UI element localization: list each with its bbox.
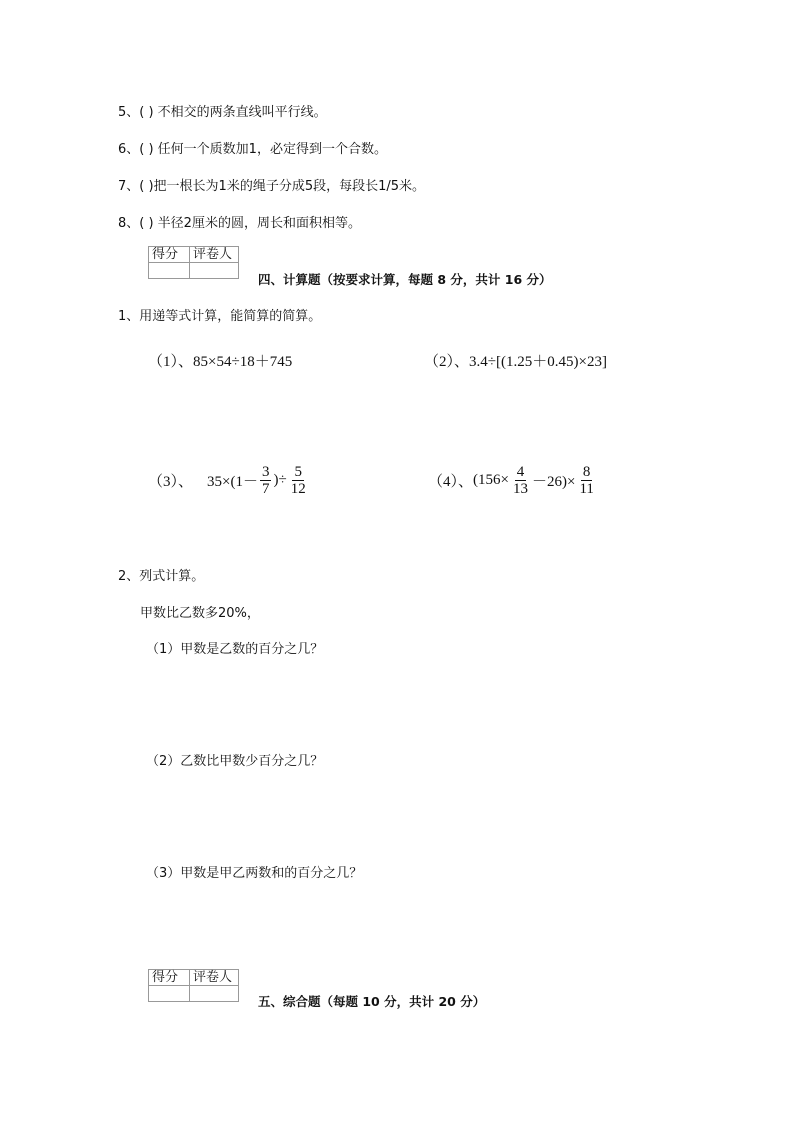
q2-intro: 甲数比乙数多20%， (140, 606, 260, 621)
q1-part-2 (424, 350, 607, 371)
math-expr: 85×54÷18＋745 (193, 354, 293, 370)
grader-cell (190, 263, 239, 279)
tf-item-6: 6、( ) 任何一个质数加1，必定得到一个合数。 (118, 142, 387, 157)
section-5-title: 五、综合题（每题 10 分，共计 20 分） (258, 994, 486, 1009)
section-4-title: 四、计算题（按要求计算，每题 8 分，共计 16 分） (258, 272, 552, 287)
numerator: 8 (582, 464, 591, 480)
tf-item-5: 5、( ) 不相交的两条直线叫平行线。 (118, 105, 327, 120)
part-label: （3）、 (148, 474, 194, 490)
score-cell (149, 986, 190, 1002)
part-label: （2）、 (424, 354, 470, 370)
numerator: 5 (294, 464, 302, 480)
denominator: 13 (512, 481, 528, 497)
q2-sub-3: （3）甲数是甲乙两数和的百分之几？ (146, 866, 363, 881)
fraction (511, 464, 530, 497)
math-expr: 3.4÷[(1.25＋0.45)×23] (469, 354, 607, 370)
math-mid: －26)× (531, 474, 576, 490)
q1-part-3 (148, 464, 310, 497)
q2-sub-1: （1）甲数是乙数的百分之几？ (146, 642, 324, 657)
fraction (577, 464, 595, 497)
grader-label: 评卷人 (190, 247, 239, 263)
score-table-2 (148, 969, 239, 1002)
q1-part-4 (428, 464, 598, 497)
math-pre: 35×(1－ (207, 474, 258, 490)
numerator: 3 (261, 464, 270, 480)
part-label: （1）、 (148, 354, 194, 370)
denominator: 7 (261, 481, 270, 497)
math-mid: )÷ (273, 472, 287, 488)
grader-cell (190, 986, 239, 1002)
q1-part-1 (148, 350, 292, 371)
score-label: 得分 (149, 247, 190, 263)
tf-item-7: 7、( )把一根长为1米的绳子分成5段，每段长1/5米。 (118, 179, 426, 194)
q2-sub-2: （2）乙数比甲数少百分之几？ (146, 754, 324, 769)
denominator: 11 (579, 481, 594, 497)
fraction (260, 464, 272, 497)
grader-label: 评卷人 (190, 970, 239, 986)
tf-item-8: 8、( ) 半径2厘米的圆，周长和面积相等。 (118, 216, 361, 231)
q1-title: 1、用递等式计算，能简算的简算。 (118, 309, 322, 324)
score-cell (149, 263, 190, 279)
fraction (289, 464, 308, 497)
math-pre: (156× (473, 472, 509, 488)
denominator: 12 (290, 481, 306, 497)
part-label: （4）、 (428, 474, 474, 490)
score-table (148, 246, 239, 279)
score-label: 得分 (149, 970, 190, 986)
q2-title: 2、列式计算。 (118, 569, 205, 584)
numerator: 4 (516, 464, 525, 480)
